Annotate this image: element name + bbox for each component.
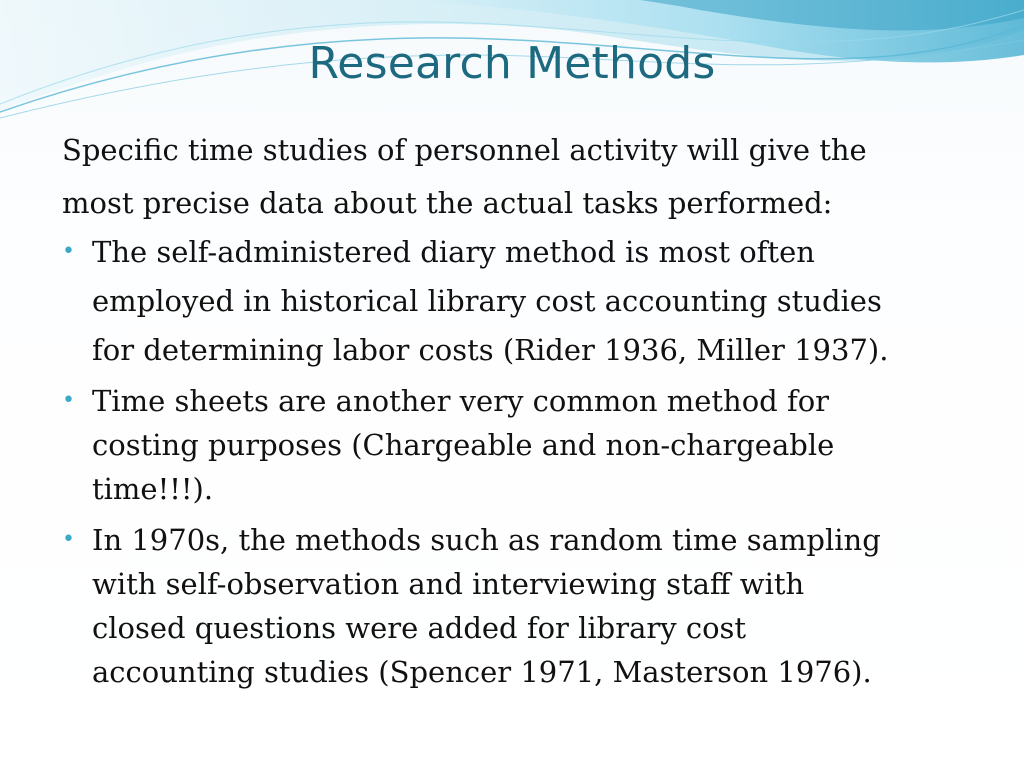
slide-body <box>62 124 962 701</box>
bullet-line: closed questions were added for library cost <box>92 611 747 645</box>
intro-paragraph <box>62 124 962 230</box>
bullet-line: costing purposes (Chargeable and non-chargeable <box>92 428 835 462</box>
slide-title: Research Methods <box>308 38 716 89</box>
bullet-list <box>62 230 962 694</box>
bullet-line: The self-administered diary method is most often <box>92 235 815 269</box>
bullet-line: for determining labor costs (Rider 1936, Miller 1937). <box>92 333 889 367</box>
bullet-line: accounting studies (Spencer 1971, Masterson 1976). <box>92 655 872 689</box>
bullet-line: with self-observation and interviewing staff with <box>92 567 805 601</box>
bullet-line: time!!!). <box>92 472 214 506</box>
bullet-item <box>62 230 962 372</box>
bullet-dot-icon: • <box>62 239 75 264</box>
bullet-dot-icon: • <box>62 527 75 552</box>
bullet-line: In 1970s, the methods such as random time sampling <box>92 523 881 557</box>
intro-line: most precise data about the actual tasks performed: <box>62 186 833 220</box>
bullet-line: employed in historical library cost accounting studies <box>92 284 882 318</box>
bullet-line: Time sheets are another very common method for <box>92 384 830 418</box>
bullet-item <box>62 379 962 511</box>
bullet-item <box>62 518 962 694</box>
bullet-dot-icon: • <box>62 388 75 413</box>
intro-line: Specific time studies of personnel activity will give the <box>62 133 867 167</box>
